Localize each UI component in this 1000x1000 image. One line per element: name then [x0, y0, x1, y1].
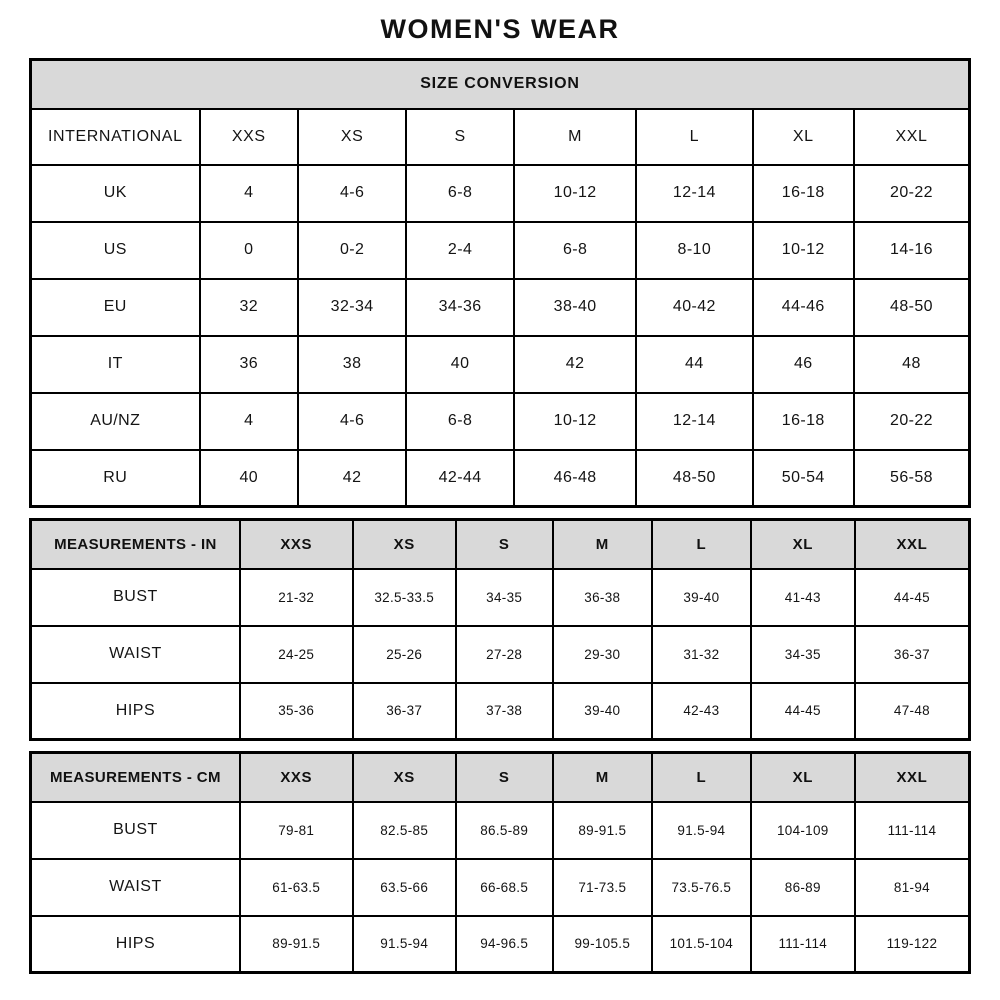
- table-cell: 89-91.5: [240, 916, 353, 973]
- page-title: WOMEN'S WEAR: [380, 14, 620, 44]
- table-cell: 0: [200, 222, 299, 279]
- table-cell: 48-50: [636, 450, 752, 507]
- table-cell: 10-12: [753, 222, 854, 279]
- table-cell: 44-46: [753, 279, 854, 336]
- table-cell: 16-18: [753, 165, 854, 222]
- table-cell: 4-6: [298, 165, 406, 222]
- column-header: M: [514, 109, 636, 165]
- measurements-in-table: [29, 518, 971, 741]
- column-header: XXS: [240, 753, 353, 802]
- table-cell: 31-32: [652, 626, 751, 683]
- table-cell: 10-12: [514, 393, 636, 450]
- table-cell: 4-6: [298, 393, 406, 450]
- table-cell: 42: [298, 450, 406, 507]
- column-header: S: [406, 109, 514, 165]
- table-row: [31, 859, 970, 916]
- table-row: [31, 569, 970, 626]
- row-label: HIPS: [31, 683, 240, 740]
- table-row: [31, 916, 970, 973]
- size-conversion-title-row: [31, 60, 970, 109]
- table-cell: 35-36: [240, 683, 353, 740]
- table-cell: 99-105.5: [553, 916, 653, 973]
- measurements-cm-table-title: MEASUREMENTS - CM: [31, 753, 240, 802]
- row-label: AU/NZ: [31, 393, 200, 450]
- table-row: [31, 802, 970, 859]
- table-cell: 71-73.5: [553, 859, 653, 916]
- column-header: XS: [353, 753, 456, 802]
- measurements-cm-header-row: [31, 753, 970, 802]
- table-cell: 42-44: [406, 450, 514, 507]
- table-cell: 21-32: [240, 569, 353, 626]
- table-cell: 66-68.5: [456, 859, 553, 916]
- measurements-in-table-title: MEASUREMENTS - IN: [31, 520, 240, 569]
- table-cell: 20-22: [854, 393, 970, 450]
- table-row: [31, 626, 970, 683]
- table-cell: 82.5-85: [353, 802, 456, 859]
- size-conversion-table-title: SIZE CONVERSION: [31, 60, 970, 109]
- table-cell: 32-34: [298, 279, 406, 336]
- table-cell: 86-89: [751, 859, 855, 916]
- row-label: BUST: [31, 569, 240, 626]
- table-row: [31, 165, 970, 222]
- measurements-in-body: [31, 569, 970, 740]
- table-cell: 24-25: [240, 626, 353, 683]
- table-cell: 6-8: [406, 393, 514, 450]
- column-header: XS: [353, 520, 456, 569]
- table-cell: 44-45: [855, 569, 970, 626]
- table-cell: 41-43: [751, 569, 855, 626]
- table-cell: 89-91.5: [553, 802, 653, 859]
- table-cell: 39-40: [652, 569, 751, 626]
- row-label: RU: [31, 450, 200, 507]
- row-label: US: [31, 222, 200, 279]
- row-label: WAIST: [31, 626, 240, 683]
- table-cell: 119-122: [855, 916, 970, 973]
- column-header: L: [636, 109, 752, 165]
- table-cell: 40: [406, 336, 514, 393]
- table-cell: 34-35: [456, 569, 553, 626]
- table-cell: 34-35: [751, 626, 855, 683]
- column-header: XXL: [855, 753, 970, 802]
- table-cell: 50-54: [753, 450, 854, 507]
- table-cell: 12-14: [636, 393, 752, 450]
- table-cell: 86.5-89: [456, 802, 553, 859]
- measurements-cm-table: [29, 751, 971, 974]
- column-header: INTERNATIONAL: [31, 109, 200, 165]
- column-header: XS: [298, 109, 406, 165]
- table-cell: 36: [200, 336, 299, 393]
- table-cell: 0-2: [298, 222, 406, 279]
- column-header: L: [652, 520, 751, 569]
- table-cell: 42: [514, 336, 636, 393]
- column-header: XL: [753, 109, 854, 165]
- table-row: [31, 279, 970, 336]
- table-row: [31, 450, 970, 507]
- table-cell: 48: [854, 336, 970, 393]
- column-header: L: [652, 753, 751, 802]
- table-cell: 101.5-104: [652, 916, 751, 973]
- table-row: [31, 222, 970, 279]
- row-label: WAIST: [31, 859, 240, 916]
- column-header: M: [553, 520, 653, 569]
- table-cell: 34-36: [406, 279, 514, 336]
- table-cell: 73.5-76.5: [652, 859, 751, 916]
- table-cell: 2-4: [406, 222, 514, 279]
- table-cell: 16-18: [753, 393, 854, 450]
- table-cell: 27-28: [456, 626, 553, 683]
- table-cell: 104-109: [751, 802, 855, 859]
- table-cell: 111-114: [855, 802, 970, 859]
- column-header: M: [553, 753, 653, 802]
- table-cell: 40: [200, 450, 299, 507]
- table-cell: 32: [200, 279, 299, 336]
- table-row: [31, 336, 970, 393]
- table-cell: 44: [636, 336, 752, 393]
- table-cell: 91.5-94: [353, 916, 456, 973]
- table-cell: 4: [200, 393, 299, 450]
- table-cell: 48-50: [854, 279, 970, 336]
- table-cell: 63.5-66: [353, 859, 456, 916]
- size-conversion-body: [31, 165, 970, 507]
- row-label: EU: [31, 279, 200, 336]
- measurements-in-header-row: [31, 520, 970, 569]
- table-cell: 40-42: [636, 279, 752, 336]
- table-cell: 44-45: [751, 683, 855, 740]
- table-cell: 8-10: [636, 222, 752, 279]
- table-row: [31, 393, 970, 450]
- table-cell: 32.5-33.5: [353, 569, 456, 626]
- row-label: HIPS: [31, 916, 240, 973]
- size-conversion-header-row: [31, 109, 970, 165]
- table-cell: 20-22: [854, 165, 970, 222]
- measurements-cm-body: [31, 802, 970, 973]
- table-cell: 36-38: [553, 569, 653, 626]
- table-cell: 38: [298, 336, 406, 393]
- table-row: [31, 683, 970, 740]
- table-cell: 36-37: [353, 683, 456, 740]
- table-cell: 10-12: [514, 165, 636, 222]
- column-header: XXS: [200, 109, 299, 165]
- table-cell: 36-37: [855, 626, 970, 683]
- table-cell: 46-48: [514, 450, 636, 507]
- column-header: XL: [751, 753, 855, 802]
- row-label: IT: [31, 336, 200, 393]
- table-cell: 12-14: [636, 165, 752, 222]
- table-cell: 37-38: [456, 683, 553, 740]
- table-cell: 29-30: [553, 626, 653, 683]
- table-cell: 25-26: [353, 626, 456, 683]
- column-header: S: [456, 753, 553, 802]
- table-cell: 111-114: [751, 916, 855, 973]
- table-cell: 56-58: [854, 450, 970, 507]
- table-cell: 81-94: [855, 859, 970, 916]
- column-header: XXL: [854, 109, 970, 165]
- table-cell: 47-48: [855, 683, 970, 740]
- column-header: S: [456, 520, 553, 569]
- table-cell: 14-16: [854, 222, 970, 279]
- table-cell: 91.5-94: [652, 802, 751, 859]
- table-cell: 94-96.5: [456, 916, 553, 973]
- column-header: XXL: [855, 520, 970, 569]
- table-cell: 38-40: [514, 279, 636, 336]
- table-cell: 42-43: [652, 683, 751, 740]
- size-conversion-table: [29, 58, 971, 508]
- column-header: XXS: [240, 520, 353, 569]
- table-cell: 4: [200, 165, 299, 222]
- row-label: BUST: [31, 802, 240, 859]
- table-cell: 79-81: [240, 802, 353, 859]
- table-cell: 6-8: [514, 222, 636, 279]
- column-header: XL: [751, 520, 855, 569]
- row-label: UK: [31, 165, 200, 222]
- table-cell: 6-8: [406, 165, 514, 222]
- table-cell: 61-63.5: [240, 859, 353, 916]
- table-cell: 39-40: [553, 683, 653, 740]
- table-cell: 46: [753, 336, 854, 393]
